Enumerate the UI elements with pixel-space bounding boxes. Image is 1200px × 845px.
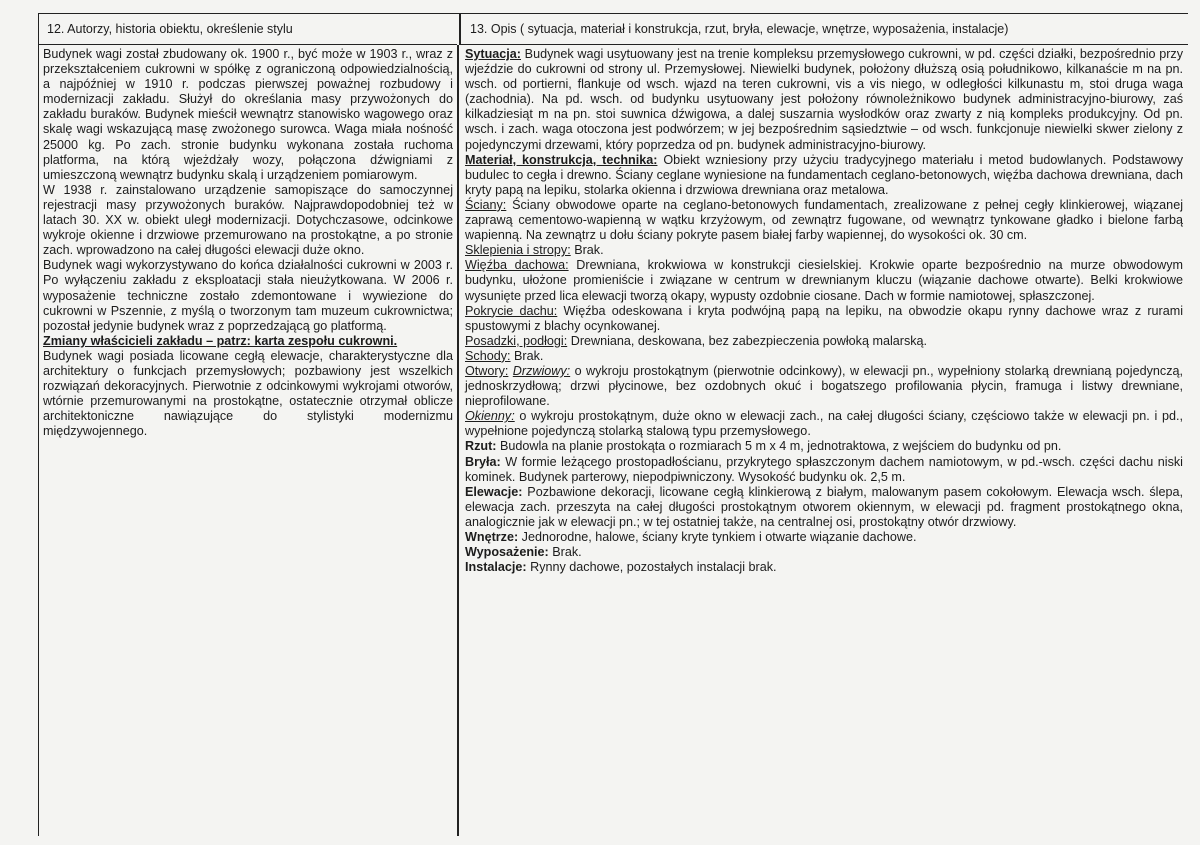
wnetrze-label: Wnętrze: [465, 530, 519, 544]
material-section [465, 153, 1183, 198]
rzut-section [465, 439, 1183, 454]
otwory-drzwiowy-section [465, 364, 1183, 409]
sytuacja-label: Sytuacja: [465, 47, 521, 61]
schody-text: Brak. [510, 348, 544, 363]
wiezba-text: Drewniana, krokwiowa w konstrukcji ciesielskiej. Krokwie oparte bezpośrednio na murze obwodowym budynku, ułożone promieniście i związane w centrum w drewnianym kluczu (wiązanie dachowe otwarte). Belki krokwiowe wysunięte przed lica elewacji tworzą okapy, wypusty ozdobnie ciosane. Dach w formie namiotowej, spłaszczonej. [465, 258, 1183, 303]
okienny-label: Okienny: [465, 409, 515, 424]
material-label: Materiał, konstrukcja, technika: [465, 152, 658, 167]
drzwiowy-label: Drzwiowy: [512, 363, 571, 378]
wyposazenie-section [465, 545, 1183, 560]
schody-label: Schody: [465, 348, 511, 363]
okienny-section [465, 409, 1183, 439]
wnetrze-section [465, 530, 1183, 545]
posadzki-section [465, 334, 1183, 349]
posadzki-label: Posadzki, podłogi: [465, 333, 568, 348]
schody-section [465, 349, 1183, 364]
rzut-label: Rzut: [465, 439, 497, 454]
material-text: Obiekt wzniesiony przy użyciu tradycyjnego materiału i metod budowlanych. Podstawowy budulec to cegła i drewno. Ściany ceglane wyniesione na fundamentach ceglano-betonowych, więźba dachowa drewniana, dach kryty papą na lepiku, stolarka okienna i drzwiowa drewniana oraz metalowa. [465, 152, 1184, 197]
section-13-header: 13. Opis ( sytuacja, materiał i konstrukcja, rzut, bryła, elewacje, wnętrze, wyposażenia, instalacje) [459, 14, 1188, 45]
sklepienia-label: Sklepienia i stropy: [465, 243, 571, 258]
history-column [43, 47, 453, 439]
sciany-label: Ściany: [465, 197, 507, 212]
pokrycie-section [465, 304, 1183, 334]
wiezba-section [465, 258, 1183, 303]
okienny-text: o wykroju prostokątnym, duże okno w elewacji zach., na całej długości ściany, częściowo także w elewacji pn. i pd., wypełnione pojedynczą stolarką stalową typu przemysłowego. [465, 409, 1183, 439]
bryla-label: Bryła: [465, 454, 501, 469]
bryla-section [465, 455, 1183, 485]
posadzki-text: Drewniana, deskowana, bez zabezpieczenia powłoką malarską. [567, 333, 928, 348]
rzut-text: Budowla na planie prostokąta o rozmiarach 5 m x 4 m, jednotraktowa, z wejściem do budynku od pn. [496, 439, 1062, 454]
elewacje-text: Pozbawione dekoracji, licowane cegłą klinkierową z białym, malowanym pasem cokołowym. Elewacja wsch. ślepa, elewacja zach. przeszyta na całej długości prostokątnym otworem okiennym, w elewacji pd. fragment prostokątnego okna, analogicznie jak w elewacji pn.; w tej ostatniej także, na centralnej osi, prostokątny otwór drzwiowy. [465, 484, 1183, 529]
elewacje-label: Elewacje: [465, 484, 523, 499]
elewacje-section [465, 485, 1183, 530]
history-paragraph-2: W 1938 r. zainstalowano urządzenie samopiszące do samoczynnej rejestracji masy przywożonych buraków. Najprawdopodobniej też w latach 30. XX w. obiekt uległ modernizacji. Dotychczasowe, odcinkowe wykroje okienne i drzwiowe przemurowano na prostokątne, a po stronie zach. wprowadzono na całej długości elewacji duże okno. [43, 182, 453, 258]
wiezba-label: Więźba dachowa: [465, 258, 569, 273]
otwory-label: Otwory: [465, 363, 509, 378]
instalacje-text: Rynny dachowe, pozostałych instalacji brak. [526, 560, 777, 575]
owners-note: Zmiany właścicieli zakładu – patrz: karta zespołu cukrowni. [43, 333, 398, 348]
section-12-header: 12. Autorzy, historia obiektu, określenie stylu [39, 14, 457, 45]
column-divider [457, 45, 459, 836]
style-paragraph: Budynek wagi posiada licowane cegłą elewacje, charakterystyczne dla architektury o funkcjach przemysłowych; pozbawiony jest wszelkich rozwiązań dekoracyjnych. Pierwotnie z odcinkowymi wykrojami otworów, wtórnie przemurowanymi na prostokątne, ostatecznie otrzymał oblicze architektoniczne nawiązujące do stylistyki modernizmu międzywojennego. [43, 348, 453, 439]
sklepienia-section [465, 243, 1183, 258]
pokrycie-label: Pokrycie dachu: [465, 303, 558, 318]
instalacje-label: Instalacje: [465, 560, 527, 575]
sklepienia-text: Brak. [570, 243, 604, 258]
bryla-text: W formie leżącego prostopadłościanu, przykrytego spłaszczonym dachem namiotowym, w pd.-wsch. części dachu niski kominek. Budynek parterowy, niepodpiwniczony. Wysokość budynku ok. 2,5 m. [465, 454, 1183, 484]
drzwiowy-text: o wykroju prostokątnym (pierwotnie odcinkowy), w elewacji pn., wypełniony stolarką drewnianą pojedynczą, jednoskrzydłową; drzwi płycinowe, bez ozdobnych okuć i bogatszego profilowania płycin, framuga i listwy drewniane, nieprofilowane. [465, 363, 1183, 409]
wyposazenie-text: Brak. [548, 545, 582, 560]
description-column [465, 47, 1183, 575]
sciany-text: Ściany obwodowe oparte na ceglano-betonowych fundamentach, zrealizowane z pełnej cegły klinkierowej, wiązanej zaprawą cementowo-wapienną w wątku krzyżowym, od zewnątrz fugowane, od wewnątrz tynkowane gładko i bielone farbą wapienną. Na zewnątrz u dołu ściany pokryte pasem białej farby wapiennej, do wysokości ok. 30 cm. [465, 197, 1183, 243]
sytuacja-section [465, 47, 1183, 153]
history-paragraph-3: Budynek wagi wykorzystywano do końca działalności cukrowni w 2003 r. Po wyłączeniu zakładu z eksploatacji stała nieużytkowana. W 2006 r. wyposażenie techniczne zostało zdemontowane i wywiezione do cukrowni w Pszennie, z myślą o tworzonym tam muzeum cukrownictwa; pozostał jedynie budynek wraz z poprzedzającą go platformą. [43, 258, 453, 333]
sciany-section [465, 198, 1183, 243]
wyposazenie-label: Wyposażenie: [465, 545, 549, 560]
sytuacja-text: Budynek wagi usytuowany jest na trenie kompleksu przemysłowego cukrowni, w pd. części działki, bezpośrednio przy wjeździe do cukrowni od strony ul. Przemysłowej. Niewielki budynek, położony dłuższą osią południkowo, kilkanaście m na pn. wsch. od portierni, flankuje od wsch. wjazd na teren cukrowni, vis a vis niego, w odległości kilkunastu m, stoi druga waga (zachodnia). Na pd. wsch. od budynku usytuowany jest położony równoleżnikowo budynek administracyjno-biurowy, zaś kilkadziesiąt m na pn. stoi suwnica dźwigowa, a dalej suszarnia wysłodków oraz zwarty z nią kompleks produkcyjny. Od pn. wsch. i zach. waga otoczona jest podwórzem; w jej bezpośrednim sąsiedztwie – od wsch. funkcjonuje niewielki skwer zielony z pojedynczymi drzewami, który poprzedza od pn. budynek administracyjno-biurowy. [465, 47, 1183, 152]
pokrycie-text: Więźba odeskowana i kryta podwójną papą na lepiku, na obwodzie okapu rynny dachowe wraz z rurami spustowymi z blachy ocynkowanej. [465, 303, 1183, 333]
history-paragraph-1: Budynek wagi został zbudowany ok. 1900 r., być może w 1903 r., wraz z przekształceniem cukrowni w spółkę z ograniczoną odpowiedzialnością, a najpóźniej w 1910 r. podczas pierwszej poważnej rozbudowy i modernizacji zakładu. Służył do określania masy przywożonych do zakładu buraków. Budynek mieścił wewnątrz stanowisko wagowego oraz skalę wagi wskazującą masę zwożonego surowca. Waga miała nośność 25000 kg. Po zach. stronie budynku wykonana została ruchoma platforma, na którą wjeżdżały wozy, połączona dźwigniami z umieszczoną wewnątrz budynku skalą i urządzeniem pomiarowym. [43, 47, 453, 182]
wnetrze-text: Jednorodne, halowe, ściany kryte tynkiem i otwarte wiązanie dachowe. [518, 530, 917, 544]
instalacje-section [465, 560, 1183, 575]
document-sheet [38, 13, 1188, 836]
